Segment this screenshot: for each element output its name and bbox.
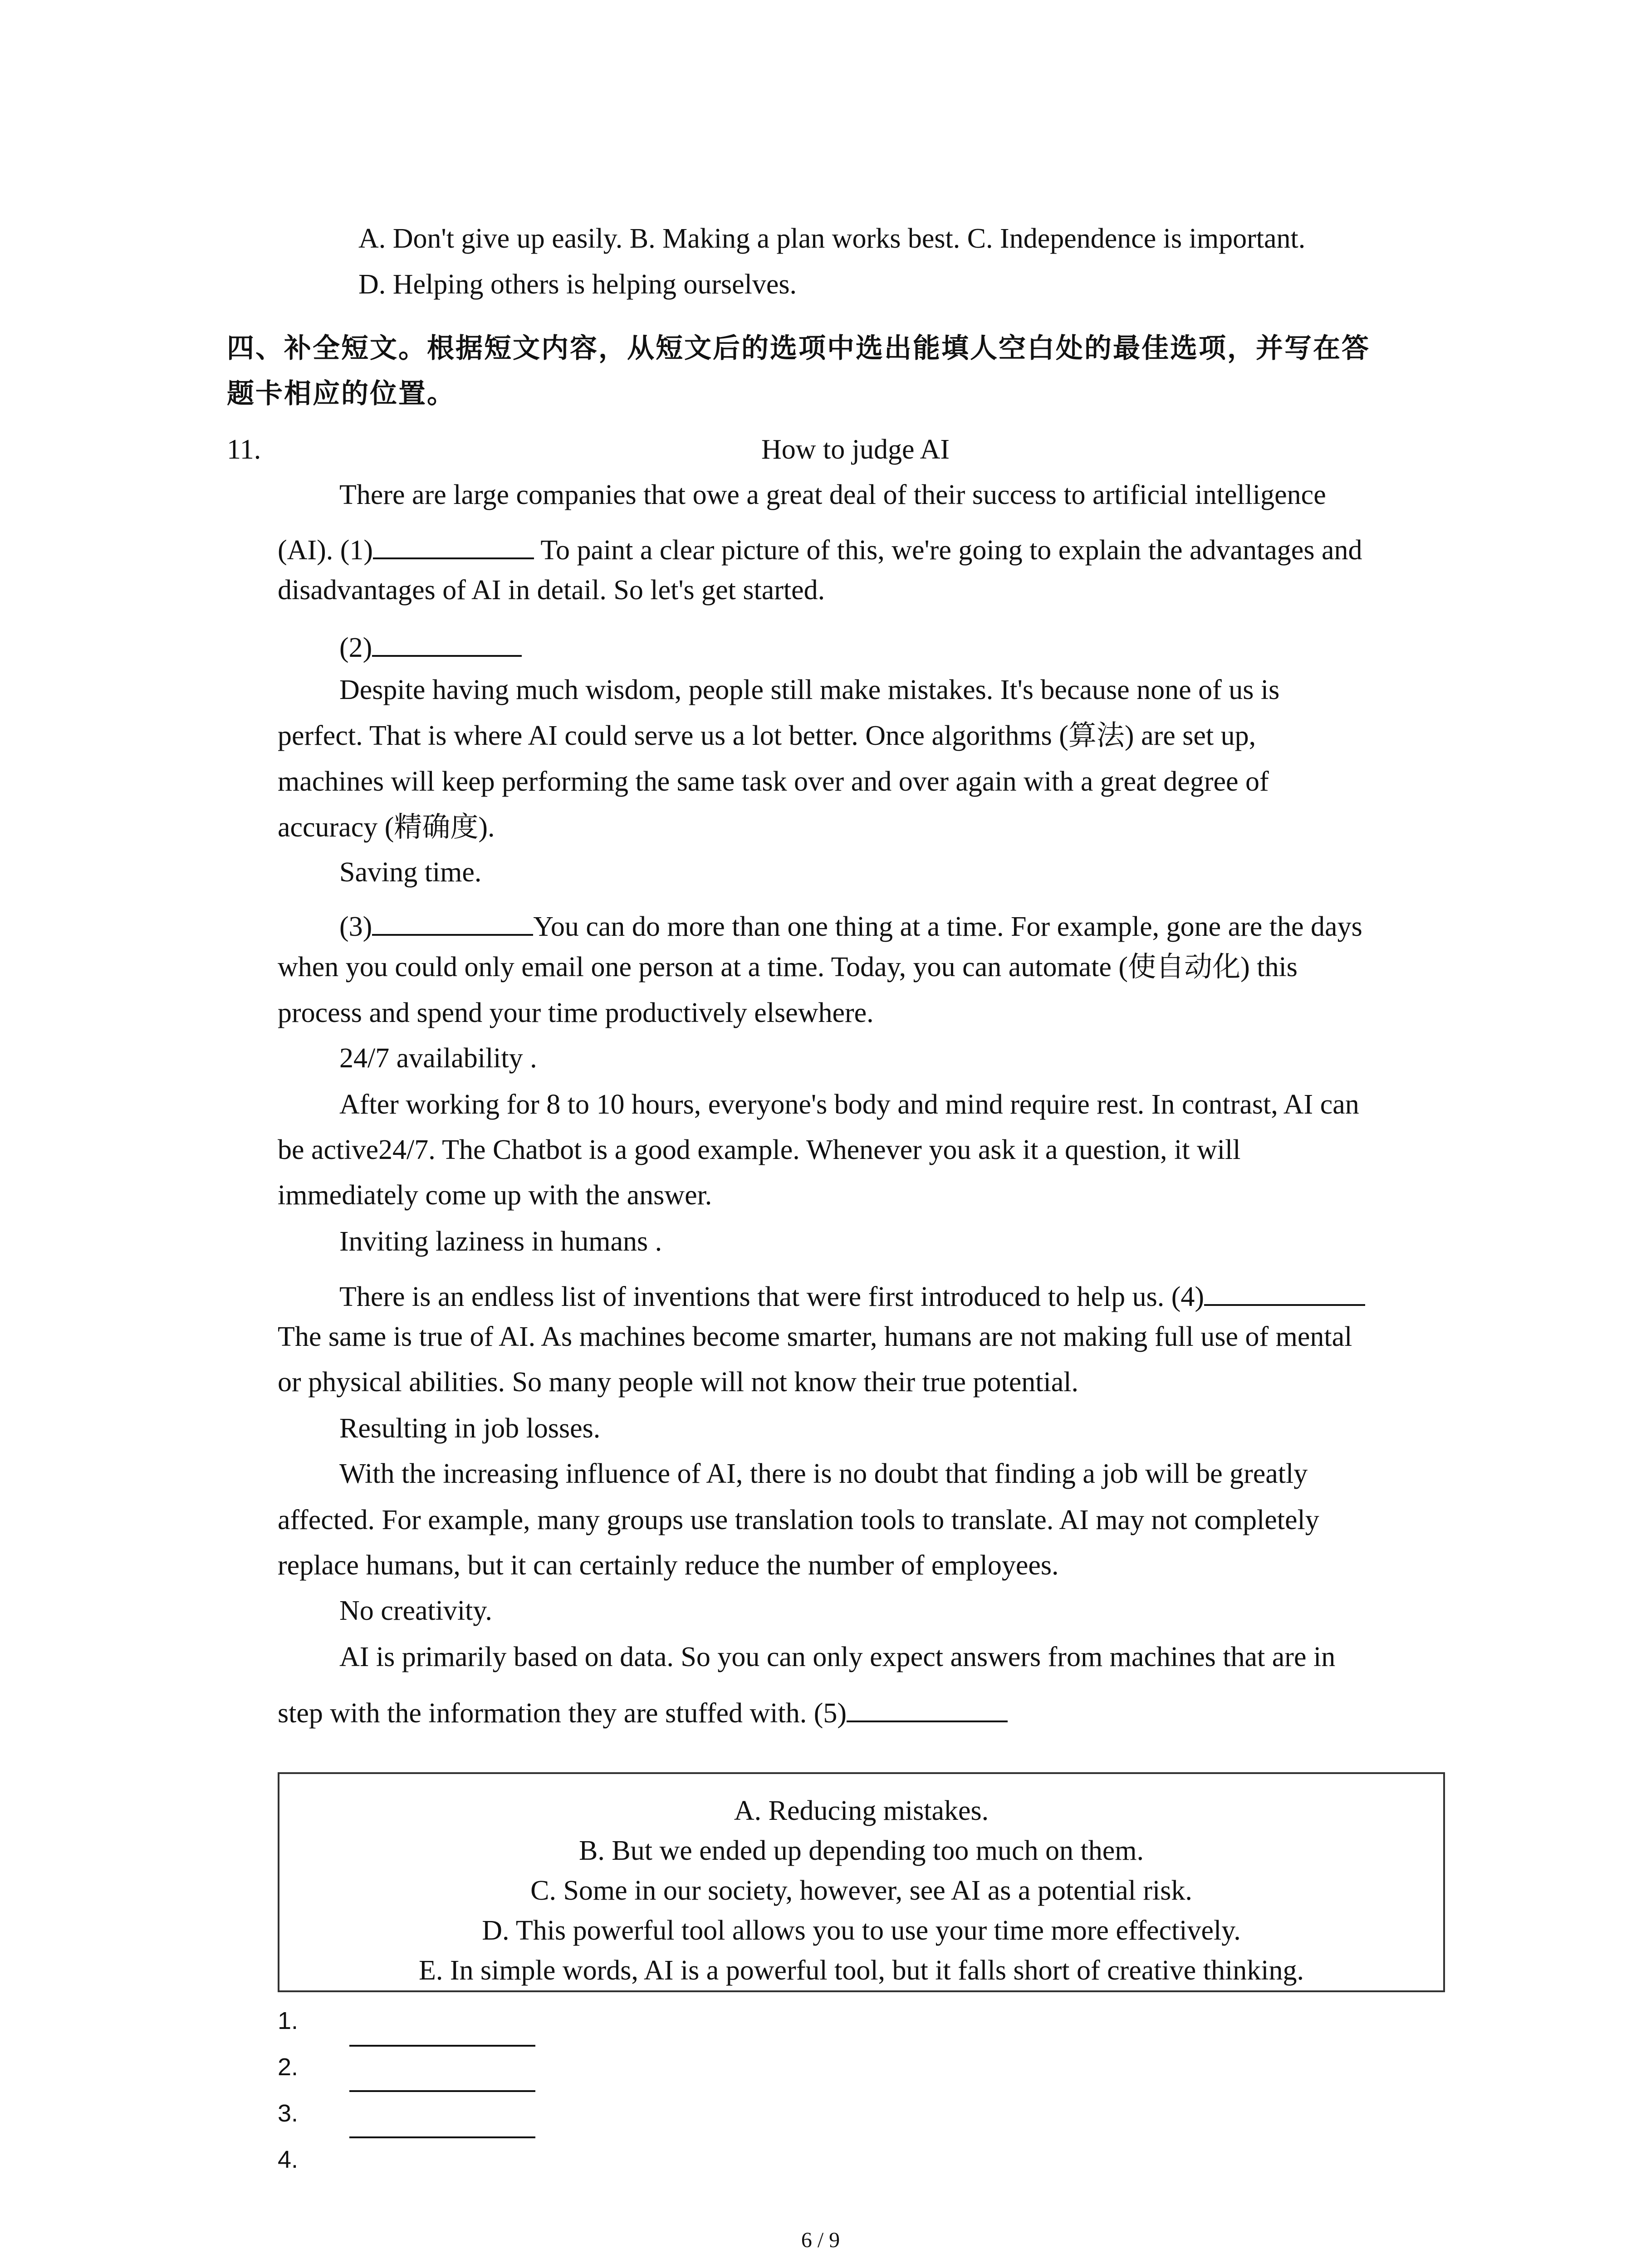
passage-line: After working for 8 to 10 hours, everyone's body and mind require rest. In contrast, AI can [339,1089,1359,1120]
passage-text: You can do more than one thing at a time. For example, gone are the days [533,911,1362,942]
subheading-saving-time: Saving time. [339,857,482,888]
answer-line-1[interactable] [349,2045,535,2047]
passage-line: machines will keep performing the same task over and over again with a great degree of [278,766,1269,797]
chinese-gloss: 算法 [1068,719,1125,752]
passage-line-with-blank-4 [339,1277,1365,1311]
prev-options-line-1: A. Don't give up easily. B. Making a plan works best. C. Independence is important. [358,223,1306,254]
blank-label-3: (3) [339,911,372,942]
answer-number-2: 2. [278,2053,299,2081]
chinese-gloss: 使自动化 [1128,950,1241,983]
passage-line: process and spend your time productively elsewhere. [278,997,874,1028]
passage-line [278,950,1298,983]
passage-line-with-blank-2 [339,628,522,662]
subheading-creativity: No creativity. [339,1595,492,1626]
passage-line: be active24/7. The Chatbot is a good example. Whenever you ask it a question, it will [278,1134,1241,1165]
answer-blank-4 [1204,1277,1365,1306]
passage-text: step with the information they are stuffed with. (5) [278,1697,847,1729]
passage-line: affected. For example, many groups use translation tools to translate. AI may not completely [278,1505,1319,1535]
passage-line: The same is true of AI. As machines become smarter, humans are not making full use of mental [278,1321,1352,1352]
question-number: 11. [227,434,261,465]
passage-line-with-blank-3 [339,907,1362,941]
page-number: 6 / 9 [801,2228,840,2252]
section-heading-line-1: 四、补全短文。根据短文内容，从短文后的选项中选出能填人空白处的最佳选项，并写在答 [227,332,1370,364]
passage-text: There is an endless list of inventions that were first introduced to help us. (4) [339,1281,1205,1312]
chinese-gloss: 精确度 [394,810,479,843]
subheading-laziness: Inviting laziness in humans . [339,1226,662,1257]
answer-line-3[interactable] [349,2136,535,2138]
blank-label-2: (2) [339,632,372,663]
blank-label-1: (AI). (1) [278,534,373,566]
passage-line: AI is primarily based on data. So you can only expect answers from machines that are in [339,1642,1336,1672]
answer-blank-5 [847,1694,1008,1722]
section-heading-line-2: 题卡相应的位置。 [227,378,456,410]
answer-number-3: 3. [278,2100,299,2127]
option-d: D. This powerful tool allows you to use your time more effectively. [482,1915,1241,1946]
passage-text: ) this [1240,952,1298,982]
passage-line: Despite having much wisdom, people still make mistakes. It's because none of us is [339,675,1280,705]
answer-line-2[interactable] [349,2090,535,2092]
passage-line: disadvantages of AI in detail. So let's get started. [278,575,825,606]
passage-line [278,721,1256,750]
passage-title: How to judge AI [761,434,950,465]
passage-text: ) are set up, [1124,720,1256,751]
prev-options-line-2: D. Helping others is helping ourselves. [358,269,797,300]
option-e: E. In simple words, AI is a powerful tool, but it falls short of creative thinking. [419,1955,1304,1986]
passage-line: or physical abilities. So many people will not know their true potential. [278,1367,1078,1398]
option-c: C. Some in our society, however, see AI as a potential risk. [530,1875,1192,1906]
passage-line-with-blank-5 [278,1694,1008,1727]
passage-line-with-blank-1 [278,531,1362,564]
passage-text: accuracy ( [278,812,394,843]
subheading-availability: 24/7 availability . [339,1043,537,1074]
answer-blank-3 [372,907,533,936]
passage-text: perfect. That is where AI could serve us a lot better. Once algorithms ( [278,720,1068,751]
passage-line: There are large companies that owe a great deal of their success to artificial intelligence [339,479,1326,510]
option-a: A. Reducing mistakes. [734,1795,989,1826]
passage-text: To paint a clear picture of this, we're going to explain the advantages and [534,534,1362,566]
passage-text: when you could only email one person at a time. Today, you can automate ( [278,952,1128,982]
passage-line [278,810,495,843]
answer-blank-1 [373,531,534,559]
answer-number-1: 1. [278,2007,299,2034]
subheading-job-losses: Resulting in job losses. [339,1413,601,1444]
passage-line: replace humans, but it can certainly reduce the number of employees. [278,1550,1059,1581]
option-b: B. But we ended up depending too much on them. [579,1835,1144,1866]
answer-number-4: 4. [278,2146,299,2173]
passage-line: With the increasing influence of AI, there is no doubt that finding a job will be greatly [339,1458,1308,1489]
passage-line: immediately come up with the answer. [278,1180,712,1211]
options-box [278,1772,1445,1992]
passage-text: ). [478,812,495,843]
answer-blank-2 [372,628,522,657]
